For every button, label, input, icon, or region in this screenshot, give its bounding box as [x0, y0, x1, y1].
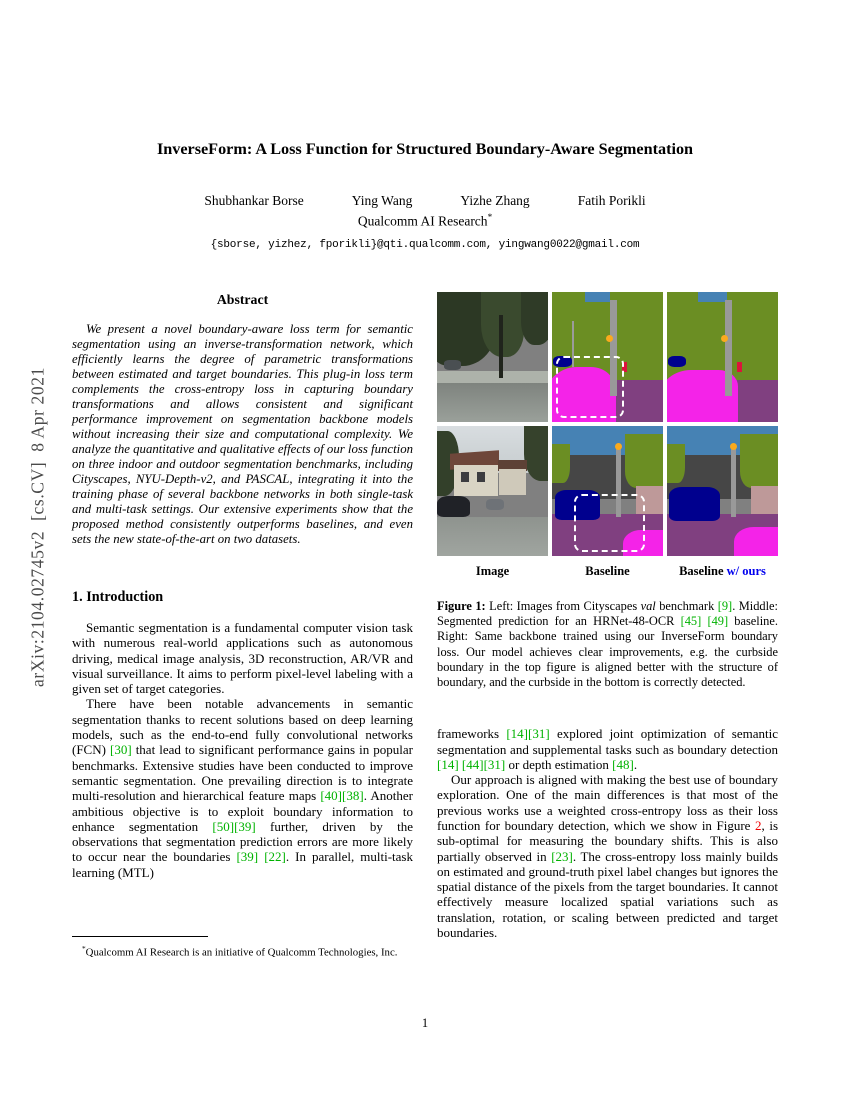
citation-link[interactable]: [50]: [212, 818, 235, 834]
arxiv-watermark: arXiv:2104.02745v2 [cs.CV] 8 Apr 2021: [27, 367, 48, 687]
citation-link[interactable]: [14]: [506, 726, 529, 742]
sidewalk-region: [437, 371, 548, 383]
citation-link[interactable]: [14]: [437, 756, 459, 772]
sky-region: [585, 292, 609, 302]
citation-link[interactable]: [30]: [109, 742, 132, 758]
figure1-ours-top: [667, 292, 778, 422]
citation-link[interactable]: [31]: [483, 756, 506, 772]
figure1-label-ours-highlight: w/ ours: [726, 564, 766, 578]
intro-paragraph-1: Semantic segmentation is a fundamental computer vision task with numerous real-world applications such as autonomous driving, medical image analysis, 3D reconstruction, AR/VR and visual surveillance. It aims to perform pixel-level labeling with a given set of target categories.: [72, 620, 413, 697]
left-column: [72, 292, 413, 880]
car-shape: [669, 487, 720, 521]
author-name: Fatih Porikli: [577, 193, 646, 208]
house-shape: [499, 469, 526, 495]
citation-link[interactable]: [9]: [717, 599, 733, 613]
citation-link[interactable]: [22]: [264, 849, 286, 865]
pole-shape: [731, 449, 735, 517]
fence-region: [751, 486, 778, 517]
citation-link[interactable]: [49]: [707, 614, 729, 629]
citation-link[interactable]: [40]: [320, 788, 343, 804]
affiliation-name: Qualcomm AI Research: [357, 213, 488, 229]
footnote-text: *Qualcomm AI Research is an initiative of Qualcomm Technologies, Inc.: [82, 944, 398, 959]
house-shape: [454, 465, 498, 496]
footnote-block: [72, 936, 413, 960]
figure1-image-grid: [437, 292, 778, 556]
figure1-label-ours-prefix: Baseline: [679, 564, 727, 578]
abstract-text: We present a novel boundary-aware loss term for semantic segmentation using an inverse-transformation network, which efficiently learns the degree of parametric transformations between estimated and target boundaries. This plug-in loss term complements the cross-entropy loss in capturing boundary transformations and allows consistent and significant performance improvement on segmentation backbone models without increasing their size and computational complexity. We analyze the quantitative and qualitative effects of our loss function on three indoor and outdoor segmentation benchmarks, including Cityscapes, NYU-Depth-v2, and PASCAL, integrating it into the training phase of several backbone networks in both single-task and multi-task settings. Our extensive experiments show that the proposed method consistently outperforms baselines, and even sets the new state-of-the-art on two datasets.: [72, 322, 413, 546]
intro-paragraph-2: There have been notable advancements in semantic segmentation thanks to recent solutions based on deep learning models, such as the end-to-end fully convolutional networks (FCN) [30] that lead to significant performance gains in popular benchmarks. Extensive studies have been conducted to improve semantic segmentation. One prevailing direction is to integrate multi-resolution and hierarchical feature maps [40][38]. Another ambitious objective is to exploit boundary information to enhance segmentation [50][39] further, driven by the observations that segmentation prediction errors are more likely to occur near the boundaries [39] [22]. In parallel, multi-task learning (MTL): [72, 696, 414, 880]
citation-link[interactable]: [48]: [612, 756, 634, 772]
author-name: Yizhe Zhang: [460, 193, 530, 208]
vegetation-region: [667, 444, 685, 483]
road-region: [437, 517, 548, 556]
person-shape: [737, 362, 742, 372]
citation-link[interactable]: [45]: [680, 614, 702, 629]
citation-link[interactable]: [23]: [551, 848, 573, 864]
traffic-light-shape: [606, 335, 613, 342]
vegetation-region: [552, 444, 570, 483]
traffic-light-shape: [721, 335, 728, 342]
figure1-baseline-bottom: [552, 426, 663, 556]
highlight-dashed-box: [556, 356, 623, 419]
figure1-photo-top: [437, 292, 548, 422]
page-number: 1: [421, 1016, 429, 1030]
sidewalk-region: [734, 527, 778, 556]
paper-header: [0, 140, 850, 251]
right-paragraph-2: Our approach is aligned with making the best use of boundary exploration. One of the main differences is that most of the previous works use a weighted cross-entropy loss as their loss function for boundary detection, which we show in Figure 2, is sub-optimal for measuring the boundary shifts. This is also partially observed in [23]. The cross-entropy loss mainly builds on estimated and ground-truth pixel label changes but ignores the spatial distance of the pixels from the target boundaries. It cannot effectively measure localized spatial variations such as translation, rotation, or scaling between predicted and target boundaries.: [437, 772, 779, 941]
figure1-label-ours: [667, 564, 778, 579]
car-shape: [437, 496, 470, 517]
tree-trunk: [499, 315, 503, 377]
author-emails: {sborse, yizhez, fporikli}@qti.qualcomm.com, yingwang0022@gmail.com: [210, 238, 640, 251]
affiliation-mark: *: [487, 212, 493, 222]
citation-link[interactable]: [39]: [234, 818, 256, 834]
affiliation: [0, 212, 850, 230]
car-shape: [668, 356, 686, 368]
citation-link[interactable]: [31]: [528, 726, 550, 742]
figure1-baseline-top: [552, 292, 663, 422]
pole-shape: [725, 300, 733, 396]
figure1-label-baseline: Baseline: [585, 564, 630, 578]
figure1: [437, 292, 778, 690]
citation-link[interactable]: [38]: [342, 788, 364, 804]
author-list: [0, 193, 850, 209]
abstract-heading: Abstract: [216, 292, 269, 307]
road-region: [437, 383, 548, 422]
figure1-photo-bottom: [437, 426, 548, 556]
figure1-column-labels: [437, 564, 778, 579]
citation-link[interactable]: [44]: [461, 756, 484, 772]
car-shape: [486, 499, 504, 511]
section-heading-introduction: 1. Introduction: [72, 589, 164, 605]
figure1-ours-bottom: [667, 426, 778, 556]
car-shape: [444, 360, 462, 370]
footnote-rule: [72, 936, 208, 937]
highlight-dashed-box: [574, 494, 645, 553]
paper-title: InverseForm: A Loss Function for Structured Boundary-Aware Segmentation: [156, 140, 694, 158]
right-column: [437, 292, 778, 940]
window-shape: [461, 472, 469, 482]
window-shape: [477, 472, 485, 482]
author-name: Ying Wang: [351, 193, 413, 208]
figure1-caption: Figure 1: Left: Images from Cityscapes val benchmark [9]. Middle: Segmented prediction for an HRNet-48-OCR [45] [49] baseline. Right: Same backbone trained using our InverseForm boundary loss. Our model achieves clear improvements, e.g. the curbside boundary in the top figure is aligned better with the structure of boundary, and the curbside in the bottom is correctly detected.: [437, 599, 778, 690]
figure-reference-link[interactable]: 2: [755, 818, 762, 833]
vegetation-region: [740, 434, 778, 489]
right-paragraph-1: frameworks [14][31] explored joint optimization of semantic segmentation and supplemental tasks such as boundary detection [14] [44][31] or depth estimation [48].: [437, 726, 778, 772]
sky-region: [698, 292, 727, 302]
figure1-label-image: Image: [475, 564, 510, 578]
citation-link[interactable]: [39]: [236, 849, 259, 865]
author-name: Shubhankar Borse: [204, 193, 304, 208]
vegetation-region: [625, 434, 663, 489]
tree-region: [521, 292, 548, 345]
